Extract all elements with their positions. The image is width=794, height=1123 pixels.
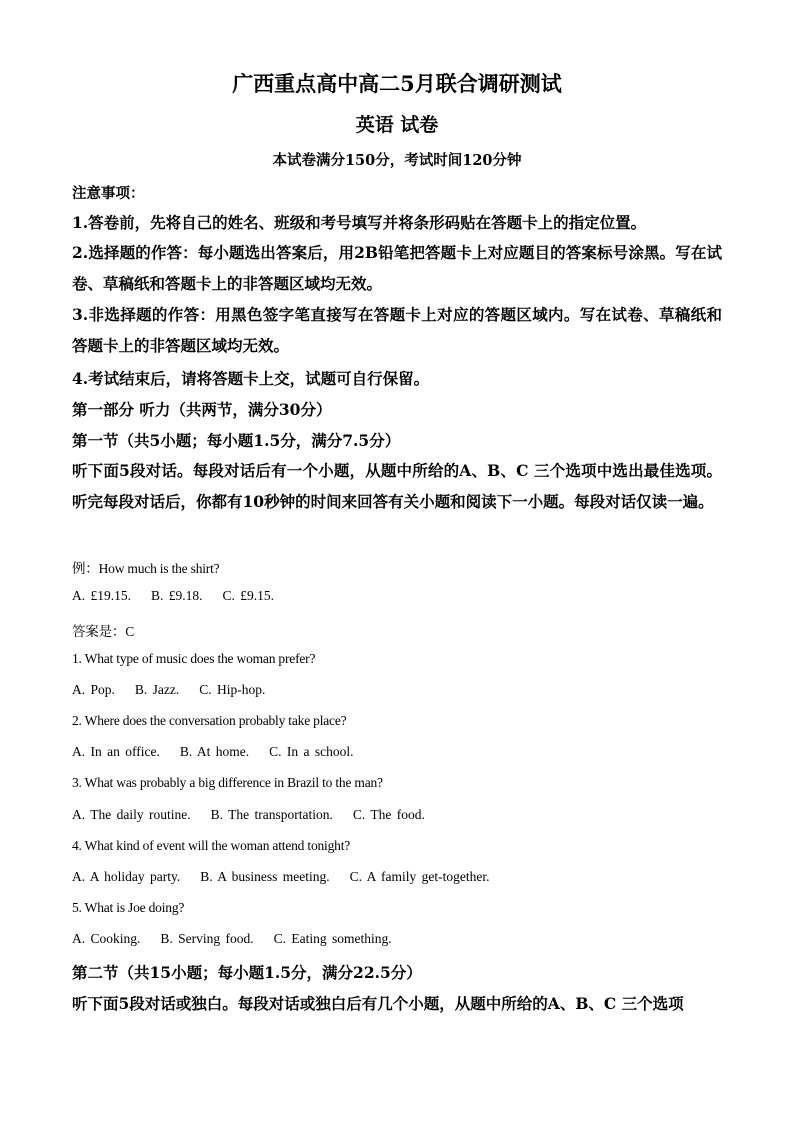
option: B. Jazz.: [134, 682, 180, 697]
question-1-options: [72, 682, 265, 698]
exam-subject: 英语 试卷: [355, 114, 439, 136]
section1-instructions: 听下面5段对话。每段对话后有一个小题，从题中所给的A、B、C 三个选项中选出最佳选项。听完每段对话后，你都有10秒钟的时间来回答有关小题和阅读下一小题。每段对话仅读一遍。: [72, 461, 722, 511]
question-3-options: [72, 807, 425, 823]
option: A. The daily routine.: [72, 807, 191, 822]
option: C. In a school.: [269, 744, 354, 759]
section1-heading: 第一节（共5小题；每小题1.5分，满分7.5分）: [72, 431, 401, 450]
question-1: 1. What type of music does the woman prefer?: [72, 651, 316, 666]
question-3: 3. What was probably a big difference in Brazil to the man?: [72, 775, 383, 790]
notice-item-4: 4.考试结束后，请将答题卡上交，试题可自行保留。: [72, 369, 430, 388]
notice-item-1: 1.答卷前，先将自己的姓名、班级和考号填写并将条形码贴在答题卡上的指定位置。: [72, 213, 647, 232]
option: A. A holiday party.: [72, 869, 181, 884]
option: C. The food.: [352, 807, 425, 822]
example-question: 例：How much is the shirt?: [72, 561, 220, 576]
part1-heading: 第一部分 听力（共两节，满分30分）: [72, 400, 332, 419]
option: B. Serving food.: [160, 931, 254, 946]
section2-instructions: 听下面5段对话或独白。每段对话或独白后有几个小题，从题中所给的A、B、C 三个选项: [72, 994, 684, 1013]
option: A. £19.15.: [72, 588, 131, 603]
option: C. A family get-together.: [349, 869, 490, 884]
option: C. Eating something.: [273, 931, 392, 946]
option: C. £9.15.: [222, 588, 275, 603]
option: B. A business meeting.: [200, 869, 330, 884]
example-answer: 答案是：C: [72, 624, 135, 639]
example-options: [72, 588, 274, 604]
option: B. At home.: [179, 744, 250, 759]
question-2: 2. Where does the conversation probably take place?: [72, 713, 347, 728]
section2-heading: 第二节（共15小题；每小题1.5分，满分22.5分）: [72, 963, 422, 982]
option: B. The transportation.: [210, 807, 333, 822]
option: C. Hip-hop.: [199, 682, 266, 697]
option: A. Pop.: [72, 682, 115, 697]
option: A. Cooking.: [72, 931, 141, 946]
question-4-options: [72, 869, 490, 885]
question-2-options: [72, 744, 353, 760]
question-5: 5. What is Joe doing?: [72, 900, 185, 915]
question-5-options: [72, 931, 392, 947]
option: B. £9.18.: [151, 588, 203, 603]
notice-item-2: 2.选择题的作答：每小题选出答案后，用2B铅笔把答题卡上对应题目的答案标号涂黑。写在试卷、草稿纸和答题卡上的非答题区域均无效。: [72, 243, 722, 293]
option: A. In an office.: [72, 744, 160, 759]
notice-item-3: 3.非选择题的作答：用黑色签字笔直接写在答题卡上对应的答题区域内。写在试卷、草稿纸和答题卡上的非答题区域均无效。: [72, 305, 722, 355]
notice-heading: 注意事项：: [72, 185, 145, 202]
question-4: 4. What kind of event will the woman attend tonight?: [72, 838, 351, 853]
exam-info: 本试卷满分150分，考试时间120分钟: [272, 152, 522, 169]
exam-title: 广西重点高中高二5月联合调研测试: [232, 71, 562, 96]
